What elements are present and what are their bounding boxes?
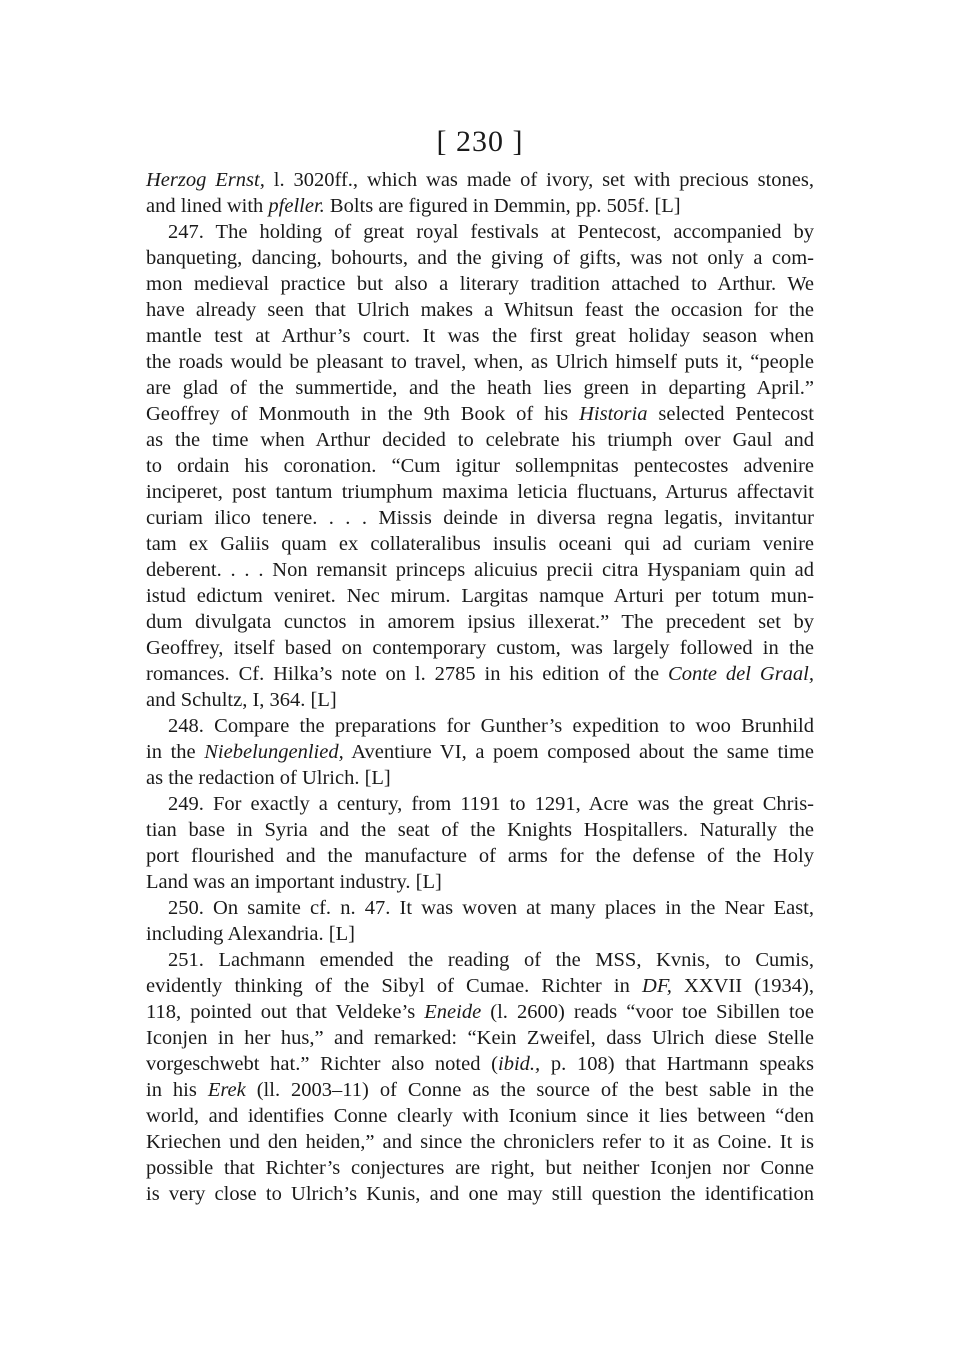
text-line <box>146 323 814 349</box>
text-span: (ll. 2003–11) of Conne as the source of the best sable in the <box>245 1079 814 1101</box>
text-line <box>146 1155 814 1181</box>
text-span: 249. For exactly a century, from 1191 to 1291, Acre was the great Chris- <box>168 793 814 815</box>
page-number: [ 230 ] <box>436 125 524 158</box>
text-span: tam ex Galiis quam ex collateralibus insulis oceani qui ad curiam venire <box>146 533 814 555</box>
text-line <box>146 713 814 739</box>
text-line <box>146 973 814 999</box>
text-line <box>146 193 814 219</box>
text-span: to ordain his coronation. “Cum igitur sollempnitas pentecostes advenire <box>146 455 814 477</box>
text-line <box>146 817 814 843</box>
text-span: Land was an important industry. [L] <box>146 871 442 893</box>
text-span: the roads would be pleasant to travel, when, as Ulrich himself puts it, “people <box>146 351 814 373</box>
text-span: world, and identifies Conne clearly with Iconium since it lies between “den <box>146 1105 814 1127</box>
text-span: Bolts are figured in Demmin, pp. 505f. [L] <box>324 195 681 217</box>
text-span: selected Pentecost <box>647 403 814 425</box>
text-span: 248. Compare the preparations for Gunther’s expedition to woo Brunhild <box>168 715 814 737</box>
text-span: mantle test at Arthur’s court. It was the first great holiday season when <box>146 325 814 347</box>
italic-text: ibid., <box>498 1053 541 1075</box>
text-span: and Schultz, I, 364. [L] <box>146 689 337 711</box>
text-line <box>146 791 814 817</box>
text-line <box>146 297 814 323</box>
text-line <box>146 1129 814 1155</box>
text-span: l. 3020ff., which was made of ivory, set with precious stones, <box>264 169 814 191</box>
text-line <box>146 1181 814 1207</box>
text-line <box>146 479 814 505</box>
italic-text: Historia <box>579 403 648 425</box>
italic-text: Niebelungenlied, <box>204 741 344 763</box>
text-span: including Alexandria. [L] <box>146 923 355 945</box>
text-span: inciperet, post tantum triumphum maxima leticia fluctuans, Arturus affectavit <box>146 481 814 503</box>
text-line <box>146 271 814 297</box>
text-line <box>146 219 814 245</box>
text-line <box>146 843 814 869</box>
text-span: tian base in Syria and the seat of the Knights Hospitallers. Naturally the <box>146 819 814 841</box>
text-line <box>146 1103 814 1129</box>
text-span: as the redaction of Ulrich. [L] <box>146 767 391 789</box>
text-span: is very close to Ulrich’s Kunis, and one may still question the identification <box>146 1183 814 1205</box>
text-span: possible that Richter’s conjectures are right, but neither Iconjen nor Conne <box>146 1157 814 1179</box>
text-span: deberent. . . . Non remansit princeps alicuius precii citra Hyspaniam quin ad <box>146 559 814 581</box>
text-line <box>146 531 814 557</box>
text-line <box>146 947 814 973</box>
text-span: banqueting, dancing, bohourts, and the giving of gifts, was not only a com- <box>146 247 814 269</box>
text-span: mon medieval practice but also a literary tradition attached to Arthur. We <box>146 273 814 295</box>
text-line <box>146 505 814 531</box>
text-line <box>146 245 814 271</box>
text-span: romances. Cf. Hilka’s note on l. 2785 in his edition of the <box>146 663 669 685</box>
text-span: 251. Lachmann emended the reading of the MSS, Kvnis, to Cumis, <box>168 949 814 971</box>
text-line <box>146 1051 814 1077</box>
text-line <box>146 765 814 791</box>
text-line <box>146 401 814 427</box>
text-line <box>146 895 814 921</box>
text-span: curiam ilico tenere. . . . Missis deinde in diversa regna legatis, invitantur <box>146 507 814 529</box>
text-line <box>146 921 814 947</box>
text-line <box>146 1025 814 1051</box>
text-span: as the time when Arthur decided to celebrate his triumph over Gaul and <box>146 429 814 451</box>
text-span: and lined with <box>146 195 269 217</box>
text-span: are glad of the summertide, and the heath lies green in departing April.” <box>146 377 814 399</box>
text-span: Geoffrey of Monmouth in the 9th Book of his <box>146 403 580 425</box>
italic-text: DF, <box>642 975 672 997</box>
text-span: in his <box>146 1079 208 1101</box>
italic-text: Eneide <box>424 1001 482 1023</box>
text-span: (l. 2600) reads “voor toe Sibillen toe <box>481 1001 814 1023</box>
text-line <box>146 739 814 765</box>
text-line <box>146 453 814 479</box>
italic-text: Herzog Ernst, <box>146 169 265 191</box>
text-span: evidently thinking of the Sibyl of Cumae. Richter in <box>146 975 643 997</box>
text-span: dum divulgata cunctos in amorem ipsius illexerat.” The precedent set by <box>146 611 814 633</box>
text-span: in the <box>146 741 205 763</box>
text-span: port flourished and the manufacture of arms for the defense of the Holy <box>146 845 814 867</box>
text-span: istud edictum veniret. Nec mirum. Largitas namque Arturi per totum mun- <box>146 585 814 607</box>
text-span: have already seen that Ulrich makes a Whitsun feast the occasion for the <box>146 299 814 321</box>
text-span: vorgeschwebt hat.” Richter also noted ( <box>146 1053 498 1075</box>
notes-text-block <box>146 167 814 1207</box>
text-line <box>146 687 814 713</box>
text-line <box>146 661 814 687</box>
italic-text: Erek <box>207 1079 246 1101</box>
text-line <box>146 167 814 193</box>
text-line <box>146 349 814 375</box>
text-line <box>146 635 814 661</box>
text-line <box>146 557 814 583</box>
text-span: 247. The holding of great royal festivals at Pentecost, accompanied by <box>168 221 814 243</box>
text-span: 250. On samite cf. n. 47. It was woven at many places in the Near East, <box>168 897 814 919</box>
text-line <box>146 375 814 401</box>
text-line <box>146 869 814 895</box>
text-span: Geoffrey, itself based on contemporary custom, was largely followed in the <box>146 637 814 659</box>
text-span: Iconjen in her hus,” and remarked: “Kein Zweifel, dass Ulrich diese Stelle <box>146 1027 814 1049</box>
text-line <box>146 427 814 453</box>
text-span: Aventiure VI, a poem composed about the same time <box>343 741 814 763</box>
italic-text: Conte del Graal, <box>668 663 814 685</box>
text-line <box>146 1077 814 1103</box>
text-line <box>146 609 814 635</box>
text-span: p. 108) that Hartmann speaks <box>540 1053 814 1075</box>
text-line <box>146 583 814 609</box>
text-span: XXVII (1934), <box>671 975 814 997</box>
italic-text: pfeller. <box>268 195 325 217</box>
text-span: 118, pointed out that Veldeke’s <box>146 1001 425 1023</box>
text-span: Kriechen und den heiden,” and since the chroniclers refer to it as Coine. It is <box>146 1131 814 1153</box>
text-line <box>146 999 814 1025</box>
